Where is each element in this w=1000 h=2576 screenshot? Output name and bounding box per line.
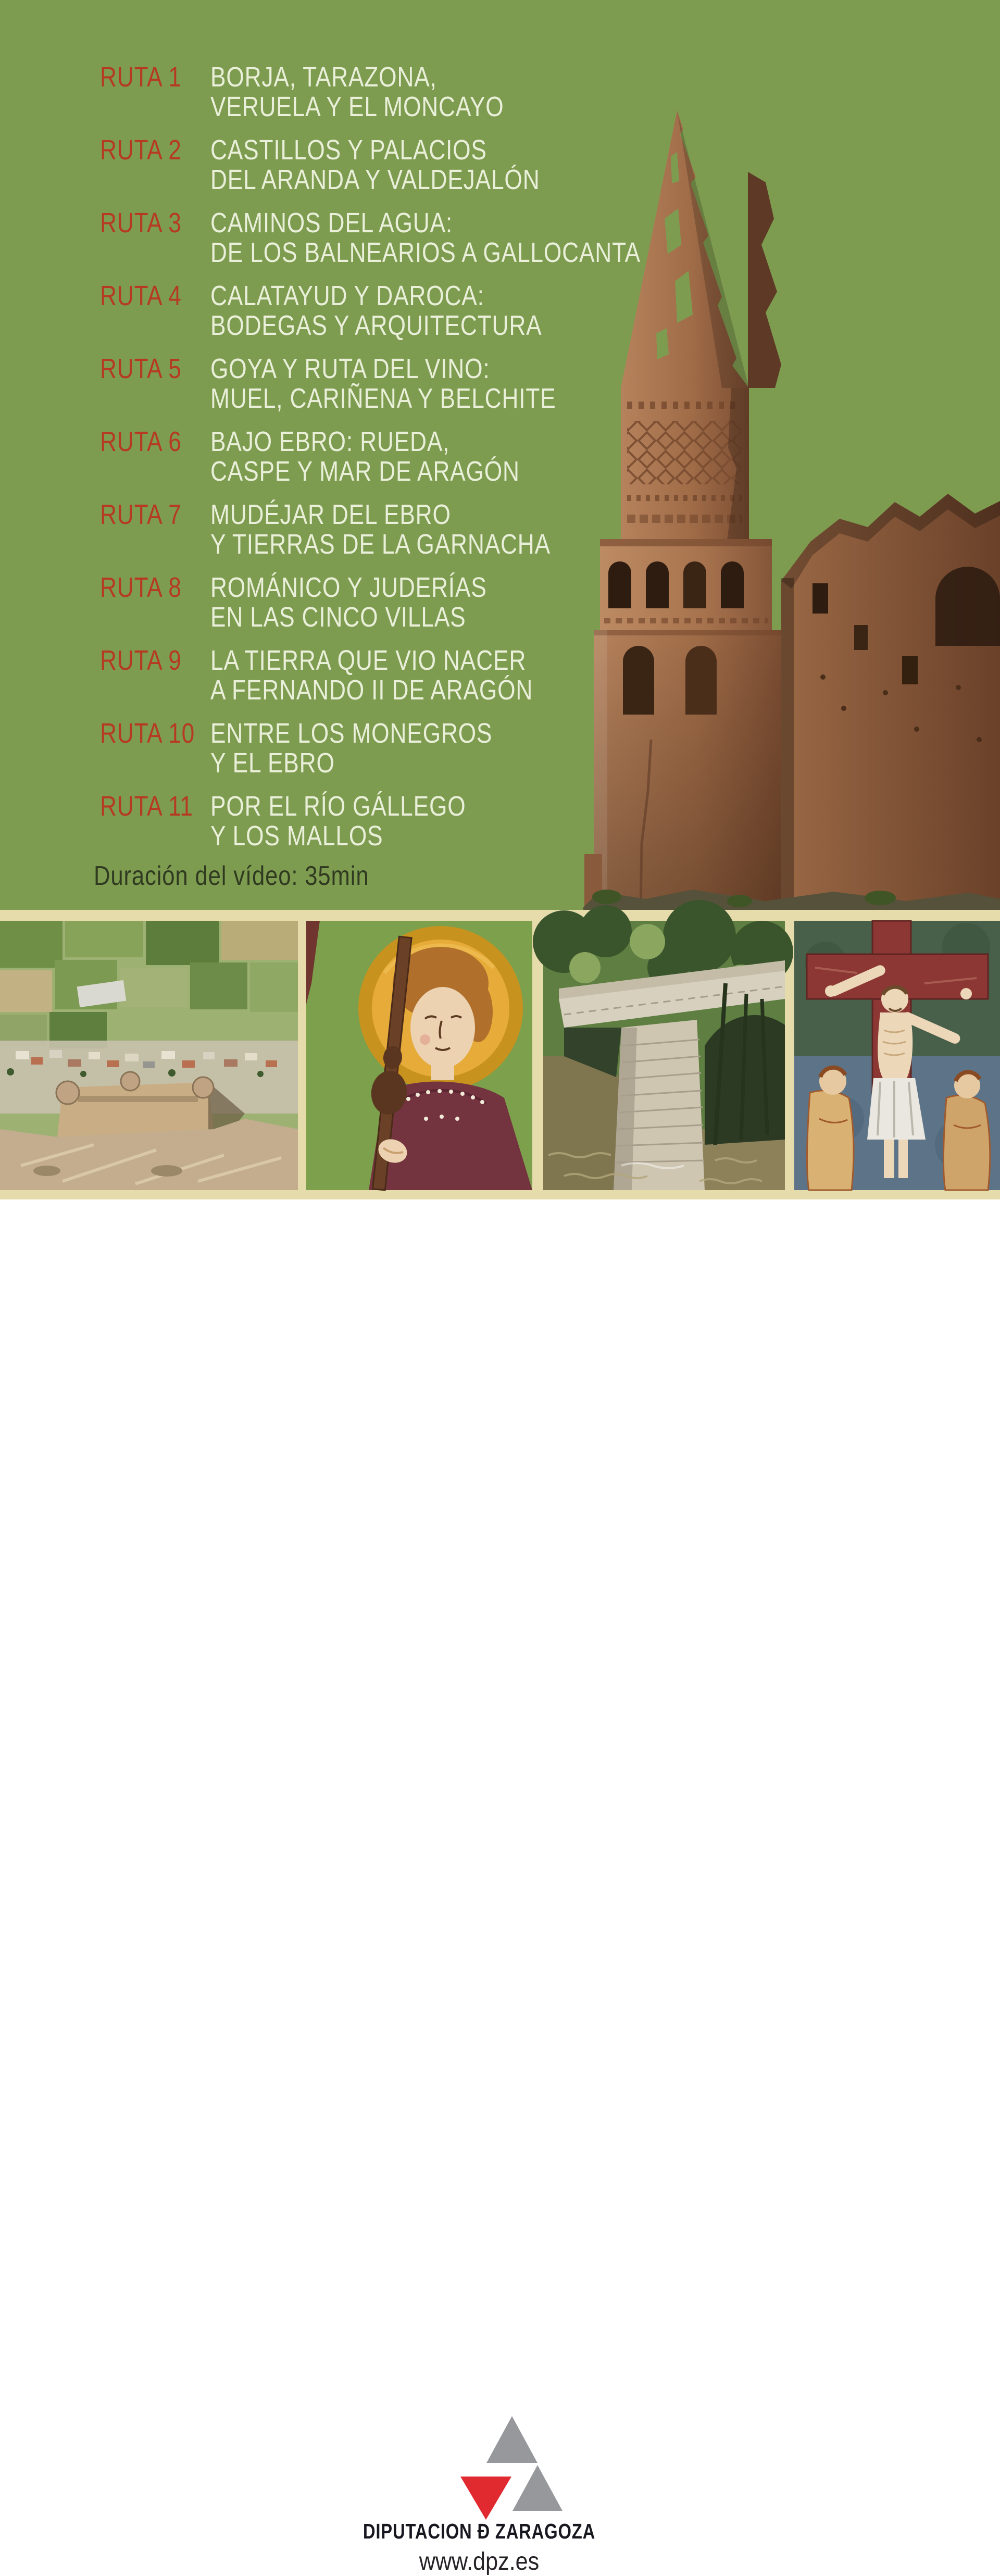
aerial-castle-illustration bbox=[0, 921, 298, 1190]
route-title-line2: A FERNANDO II DE ARAGÓN bbox=[210, 674, 533, 706]
route-label: RUTA 9 bbox=[100, 645, 182, 676]
route-title-line1: ENTRE LOS MONEGROS bbox=[210, 718, 493, 749]
route-label: RUTA 6 bbox=[100, 426, 182, 457]
routes-section bbox=[0, 0, 1000, 910]
route-label: RUTA 5 bbox=[100, 353, 182, 384]
route-item-7 bbox=[0, 500, 1000, 562]
route-title bbox=[210, 500, 551, 559]
logo-triangle-top-gray bbox=[486, 2416, 538, 2463]
route-title bbox=[210, 135, 540, 195]
route-title bbox=[210, 719, 492, 778]
route-label: RUTA 11 bbox=[100, 791, 193, 822]
organization-name: DIPUTACION Đ ZARAGOZA bbox=[362, 2519, 596, 2543]
route-title bbox=[210, 208, 641, 268]
route-title-line2: Y EL EBRO bbox=[210, 747, 335, 779]
footer bbox=[0, 1199, 1000, 2575]
route-title bbox=[210, 281, 542, 341]
route-label: RUTA 4 bbox=[100, 280, 182, 311]
route-title-line2: DE LOS BALNEARIOS A GALLOCANTA bbox=[210, 237, 641, 268]
route-item-8 bbox=[0, 573, 1000, 635]
route-label: RUTA 8 bbox=[100, 572, 182, 603]
route-item-9 bbox=[0, 646, 1000, 708]
route-title-line2: Y LOS MALLOS bbox=[210, 820, 383, 852]
route-item-6 bbox=[0, 427, 1000, 490]
route-title bbox=[210, 427, 520, 486]
route-title-line1: CALATAYUD Y DAROCA: bbox=[210, 280, 484, 311]
route-title bbox=[210, 62, 504, 122]
website-url: www.dpz.es bbox=[419, 2548, 540, 2575]
route-item-10 bbox=[0, 719, 1000, 781]
route-title-line2: CASPE Y MAR DE ARAGÓN bbox=[210, 456, 520, 487]
logo-triangle-right-gray bbox=[512, 2465, 562, 2511]
route-title-line1: POR EL RÍO GÁLLEGO bbox=[210, 791, 466, 822]
route-title-line2: VERUELA Y EL MONCAYO bbox=[210, 91, 504, 122]
route-title-line1: CAMINOS DEL AGUA: bbox=[210, 207, 453, 239]
stone-bridge-illustration bbox=[543, 921, 785, 1190]
route-item-2 bbox=[0, 135, 1000, 198]
photo-strip bbox=[0, 910, 1000, 1199]
route-item-1 bbox=[0, 62, 1000, 125]
route-title-line2: DEL ARANDA Y VALDEJALÓN bbox=[210, 164, 540, 195]
route-title-line2: EN LAS CINCO VILLAS bbox=[210, 602, 466, 633]
route-title bbox=[210, 354, 556, 414]
route-label: RUTA 7 bbox=[100, 499, 182, 530]
route-item-3 bbox=[0, 208, 1000, 271]
photo-gothic-saint-painting bbox=[306, 921, 532, 1190]
video-duration-note: Duración del vídeo: 35min bbox=[94, 861, 369, 891]
route-title bbox=[210, 792, 466, 851]
route-item-5 bbox=[0, 354, 1000, 417]
logo-triangle-red bbox=[460, 2477, 511, 2520]
route-label: RUTA 3 bbox=[100, 207, 182, 239]
photo-aerial-castle-village bbox=[0, 921, 298, 1190]
photo-romanesque-fresco bbox=[794, 921, 1000, 1190]
route-title-line2: BODEGAS Y ARQUITECTURA bbox=[210, 310, 542, 341]
route-title bbox=[210, 646, 533, 705]
route-title-line2: MUEL, CARIÑENA Y BELCHITE bbox=[210, 383, 556, 414]
route-label: RUTA 10 bbox=[100, 718, 195, 749]
route-item-11 bbox=[0, 792, 1000, 854]
route-title bbox=[210, 573, 487, 632]
photo-stone-bridge bbox=[543, 921, 785, 1190]
dpz-logo bbox=[396, 2408, 604, 2522]
crucifixion-fresco-illustration bbox=[794, 921, 1000, 1190]
route-item-4 bbox=[0, 281, 1000, 344]
route-title-line1: LA TIERRA QUE VIO NACER bbox=[210, 645, 527, 676]
saint-painting-illustration bbox=[306, 921, 532, 1190]
route-title-line1: BAJO EBRO: RUEDA, bbox=[210, 426, 450, 457]
route-label: RUTA 1 bbox=[100, 61, 182, 93]
route-title-line1: BORJA, TARAZONA, bbox=[210, 61, 437, 93]
route-title-line1: CASTILLOS Y PALACIOS bbox=[210, 134, 487, 166]
route-title-line1: ROMÁNICO Y JUDERÍAS bbox=[210, 572, 487, 603]
route-title-line1: MUDÉJAR DEL EBRO bbox=[210, 499, 451, 530]
route-title-line2: Y TIERRAS DE LA GARNACHA bbox=[210, 529, 551, 560]
route-title-line1: GOYA Y RUTA DEL VINO: bbox=[210, 353, 490, 384]
route-label: RUTA 2 bbox=[100, 134, 182, 166]
